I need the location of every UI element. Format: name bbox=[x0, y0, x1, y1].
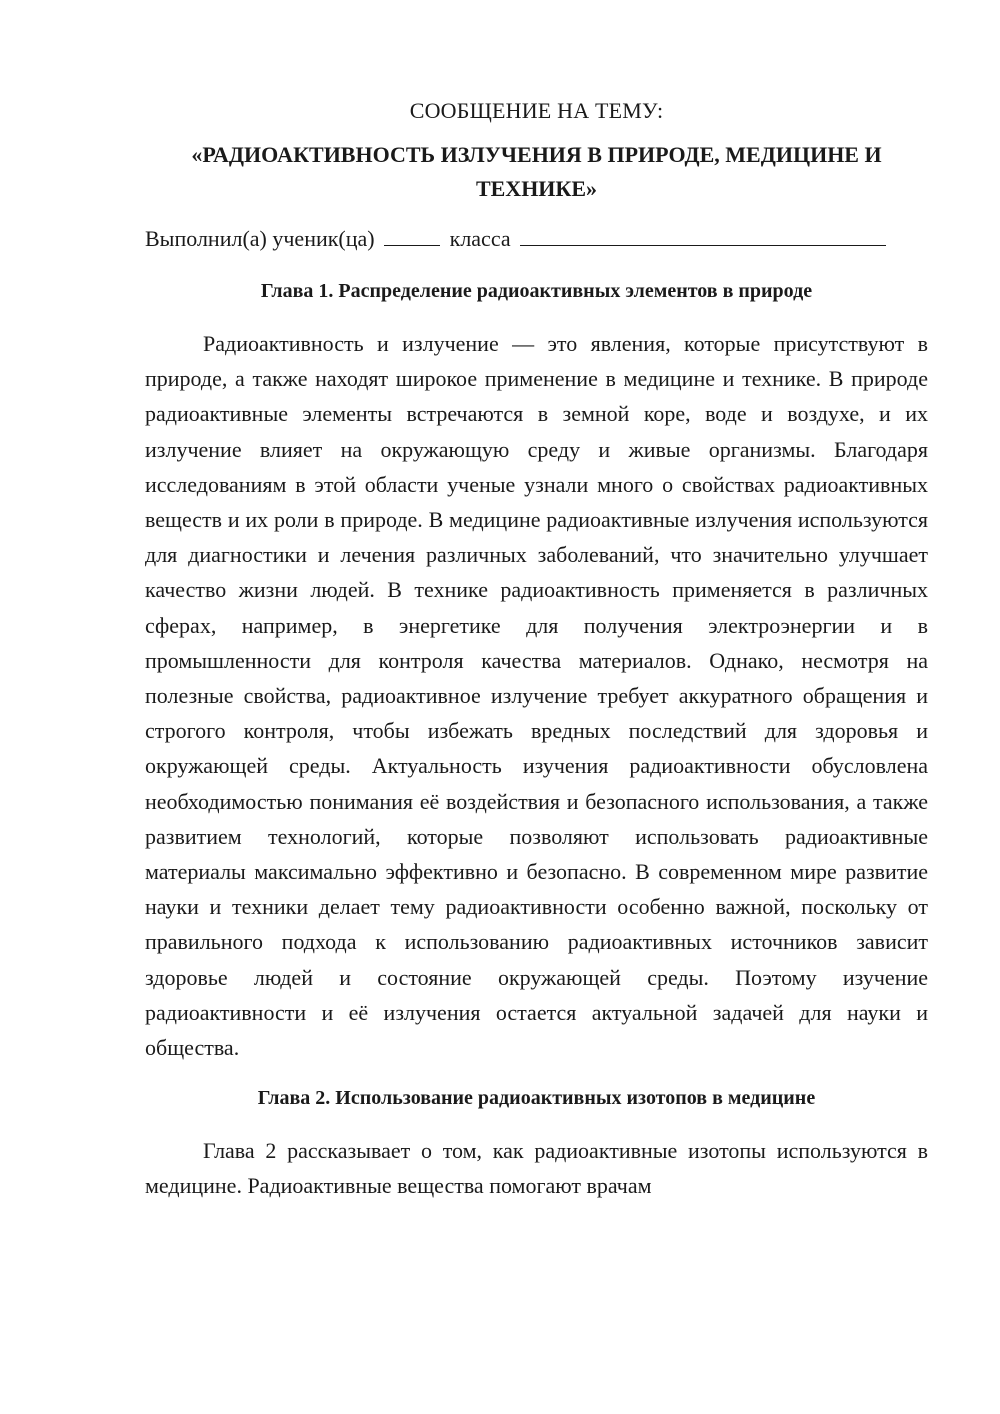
name-blank bbox=[520, 225, 886, 246]
document-heading: СООБЩЕНИЕ НА ТЕМУ: bbox=[409, 98, 664, 123]
document-title: «РАДИОАКТИВНОСТЬ ИЗЛУЧЕНИЯ В ПРИРОДЕ, МЕДИЦИНЕ И ТЕХНИКЕ» bbox=[191, 142, 882, 201]
chapter-2-text: Глава 2 рассказывает о том, как радиоактивные изотопы используются в медицине. Радиоактивные вещества помогают врачам bbox=[145, 1138, 928, 1199]
chapter-1-heading: Глава 1. Распределение радиоактивных элементов в природе bbox=[260, 280, 813, 302]
document-body bbox=[145, 96, 928, 1222]
chapter-2-heading: Глава 2. Использование радиоактивных изотопов в медицине bbox=[257, 1087, 816, 1110]
class-label: класса bbox=[449, 226, 511, 251]
author-line bbox=[145, 224, 928, 254]
grade-blank bbox=[384, 225, 440, 246]
author-label: Выполнил(а) ученик(ца) bbox=[145, 226, 375, 251]
chapter-1-text: Радиоактивность и излучение — это явления, которые присутствуют в природе, а также находят широкое применение в медицине и технике. В природе радиоактивные элементы встречаются в земной коре, воде и воздухе, и их излучение влияет на окружающую среду и живые организмы. Благодаря исследованиям в этой области ученые узнали много о свойствах радиоактивных веществ и их роли в природе. В медицине радиоактивные излучения используются для диагностики и лечения различных заболеваний, что значительно улучшает качество жизни людей. В технике радиоактивность применяется в различных сферах, например, в энергетике для получения электроэнергии и в промышленности для контроля качества материалов. Однако, несмотря на полезные свойства, радиоактивное излучение требует аккуратного обращения и строгого контроля, чтобы избежать вредных последствий для здоровья и окружающей среды. Актуальность изучения радиоактивности обусловлена необходимостью понимания её воздействия и безопасного использования, а также развитием технологий, которые позволяют использовать радиоактивные материалы максимально эффективно и безопасно. В современном мире развитие науки и техники делает тему радиоактивности особенно важной, поскольку от правильного подхода к использованию радиоактивных источников зависит здоровье людей и состояние окружающей среды. Поэтому изучение радиоактивности и её излучения остается актуальной задачей для науки и общества. bbox=[145, 331, 928, 1061]
